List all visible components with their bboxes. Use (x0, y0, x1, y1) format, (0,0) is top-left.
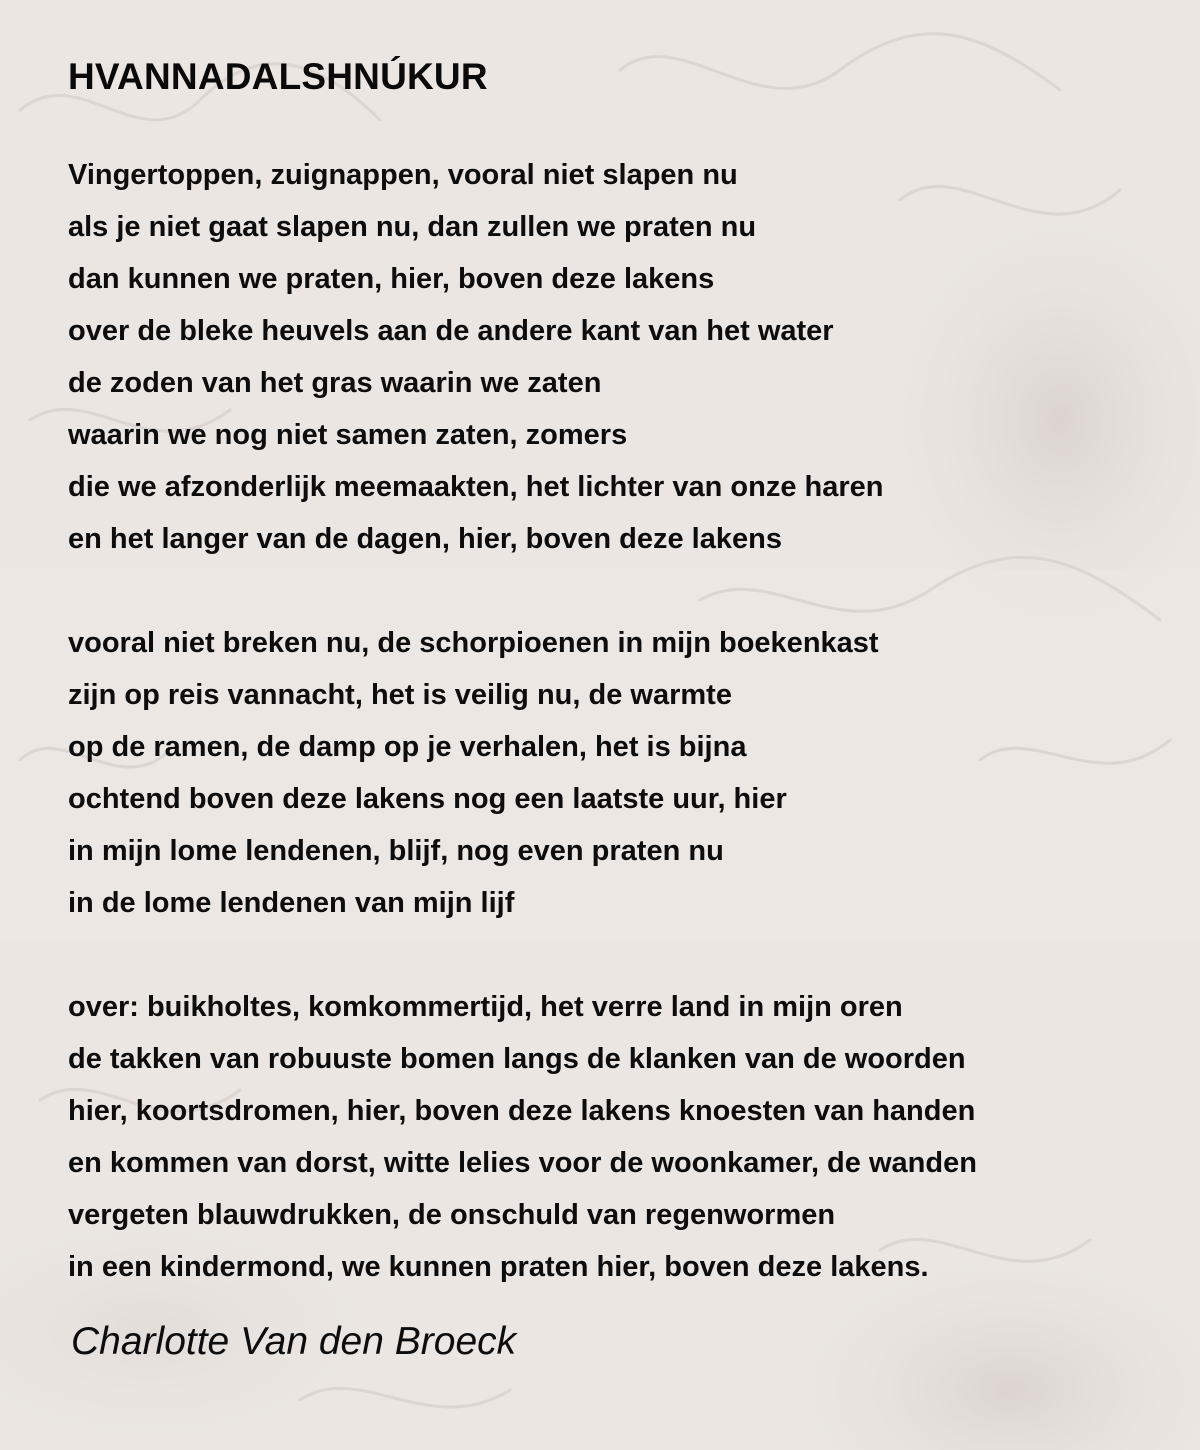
stanza-1 (68, 149, 883, 565)
poem-line: over: buikholtes, komkommertijd, het verre land in mijn oren (68, 991, 903, 1023)
poem-line: ochtend boven deze lakens nog een laatste uur, hier (68, 783, 787, 815)
poem-line: als je niet gaat slapen nu, dan zullen we praten nu (68, 211, 757, 243)
poem-line: hier, koortsdromen, hier, boven deze lakens knoesten van handen (68, 1095, 976, 1127)
poem-line: Vingertoppen, zuignappen, vooral niet slapen nu (68, 159, 738, 191)
poem-line: en het langer van de dagen, hier, boven deze lakens (68, 523, 782, 555)
poem-title: HVANNADALSHNÚKUR (68, 56, 488, 97)
poem-line: en kommen van dorst, witte lelies voor de woonkamer, de wanden (68, 1147, 977, 1179)
poem-line: de takken van robuuste bomen langs de klanken van de woorden (68, 1043, 966, 1075)
poem-author: Charlotte Van den Broeck (71, 1320, 517, 1363)
poem-line: de zoden van het gras waarin we zaten (68, 367, 602, 399)
poem-line: op de ramen, de damp op je verhalen, het is bijna (68, 731, 747, 763)
poem-line: dan kunnen we praten, hier, boven deze lakens (68, 263, 715, 295)
poem-line: waarin we nog niet samen zaten, zomers (68, 419, 628, 451)
poem-line: in mijn lome lendenen, blijf, nog even praten nu (68, 835, 724, 867)
stanza-3 (68, 981, 977, 1293)
stanza-2 (68, 617, 879, 929)
poem-line: in de lome lendenen van mijn lijf (68, 887, 515, 919)
poem-line: over de bleke heuvels aan de andere kant van het water (68, 315, 834, 347)
poem-line: vergeten blauwdrukken, de onschuld van regenwormen (68, 1199, 836, 1231)
poem-line: die we afzonderlijk meemaakten, het lichter van onze haren (68, 471, 884, 503)
poem-line: in een kindermond, we kunnen praten hier, boven deze lakens. (68, 1251, 929, 1283)
poem-line: vooral niet breken nu, de schorpioenen in mijn boekenkast (68, 627, 879, 659)
poem-line: zijn op reis vannacht, het is veilig nu, de warmte (68, 679, 732, 711)
